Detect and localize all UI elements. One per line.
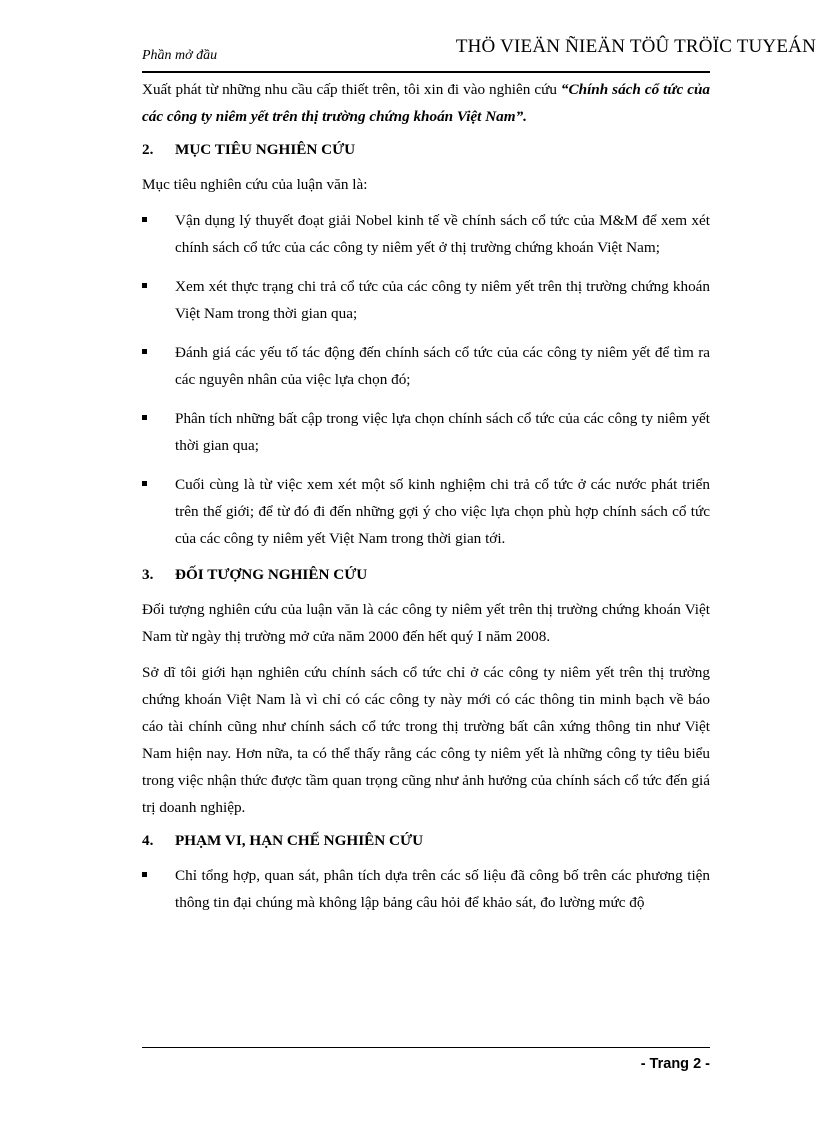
objectives-list <box>142 207 710 552</box>
page-header <box>142 34 816 72</box>
section-4-number: 4. <box>142 832 154 849</box>
intro-text: Xuất phát từ những nhu cầu cấp thiết trên, tôi xin đi vào nghiên cứu <box>142 81 561 98</box>
section-3-number: 3. <box>142 566 154 583</box>
bullet-square-icon <box>142 481 147 486</box>
document-body <box>142 76 710 928</box>
bullet-square-icon <box>142 349 147 354</box>
list-item: Phân tích những bất cập trong việc lựa chọn chính sách cổ tức của các công ty niêm yết thời gian qua; <box>142 405 710 459</box>
section-2-number: 2. <box>142 141 154 158</box>
section-3-heading <box>142 564 710 586</box>
section-3-paragraph-2: Sở dĩ tôi giới hạn nghiên cứu chính sách cổ tức chỉ ở các công ty niêm yết trên thị trường chứng khoán Việt Nam là vì chỉ có các công ty này mới có các thông tin minh bạch về báo cáo tài chính cũng như chính sách cổ tức trong thị trường bất cân xứng thông tin như Việt Nam hiện nay. Hơn nữa, ta có thể thấy rằng các công ty niêm yết là những công ty tiêu biểu trong việc nhận thức được tầm quan trọng cũng như ảnh hưởng của chính sách cổ tức đến giá trị doanh nghiệp. <box>142 664 710 816</box>
scope-list <box>142 862 710 916</box>
section-2-title: MỤC TIÊU NGHIÊN CỨU <box>175 141 356 158</box>
bullet-square-icon <box>142 217 147 222</box>
section-4-heading <box>142 830 710 852</box>
header-section-title: Phần mở đầu <box>142 48 218 63</box>
bullet-square-icon <box>142 872 147 877</box>
bullet-square-icon <box>142 283 147 288</box>
bullet-square-icon <box>142 415 147 420</box>
thesis-title: “Chính sách cổ tức của các công ty niêm yết trên thị trường chứng khoán Việt Nam”. <box>142 81 710 125</box>
list-item: Xem xét thực trạng chi trả cổ tức của các công ty niêm yết trên thị trường chứng khoán Việt Nam trong thời gian qua; <box>142 273 710 327</box>
section-4-title: PHẠM VI, HẠN CHẾ NGHIÊN CỨU <box>175 832 424 849</box>
list-item: Vận dụng lý thuyết đoạt giải Nobel kinh tế về chính sách cổ tức của M&M để xem xét chính sách cổ tức của các công ty niêm yết ở thị trường chứng khoán Việt Nam; <box>142 207 710 261</box>
section-3-title: ĐỐI TƯỢNG NGHIÊN CỨU <box>175 566 368 583</box>
section-3-paragraph-1: Đối tượng nghiên cứu của luận văn là các công ty niêm yết trên thị trường chứng khoán Việt Nam từ ngày thị trường mở cửa năm 2000 đến hết quý I năm 2008. <box>142 601 710 645</box>
list-item: Cuối cùng là từ việc xem xét một số kinh nghiệm chi trả cổ tức ở các nước phát triển trên thế giới; để từ đó đi đến những gợi ý cho việc lựa chọn phù hợp chính sách cổ tức của các công ty niêm yết Việt Nam trong thời gian tới. <box>142 471 710 552</box>
footer-divider <box>142 1047 710 1048</box>
intro-paragraph <box>142 76 710 130</box>
page-number: - Trang 2 - <box>640 1056 710 1072</box>
header-divider <box>142 71 710 73</box>
section-2-lead: Mục tiêu nghiên cứu của luận văn là: <box>142 176 368 193</box>
list-item: Chỉ tổng hợp, quan sát, phân tích dựa trên các số liệu đã công bố trên các phương tiện thông tin đại chúng mà không lập bảng câu hỏi để khảo sát, đo lường mức độ <box>142 862 710 916</box>
section-2-heading <box>142 139 710 161</box>
list-item: Đánh giá các yếu tố tác động đến chính sách cổ tức của các công ty niêm yết để tìm ra các nguyên nhân của việc lựa chọn đó; <box>142 339 710 393</box>
header-library-title: THÖ VIEÄN ÑIEÄN TÖÛ TRÖÏC TUYEÁN <box>455 36 816 57</box>
